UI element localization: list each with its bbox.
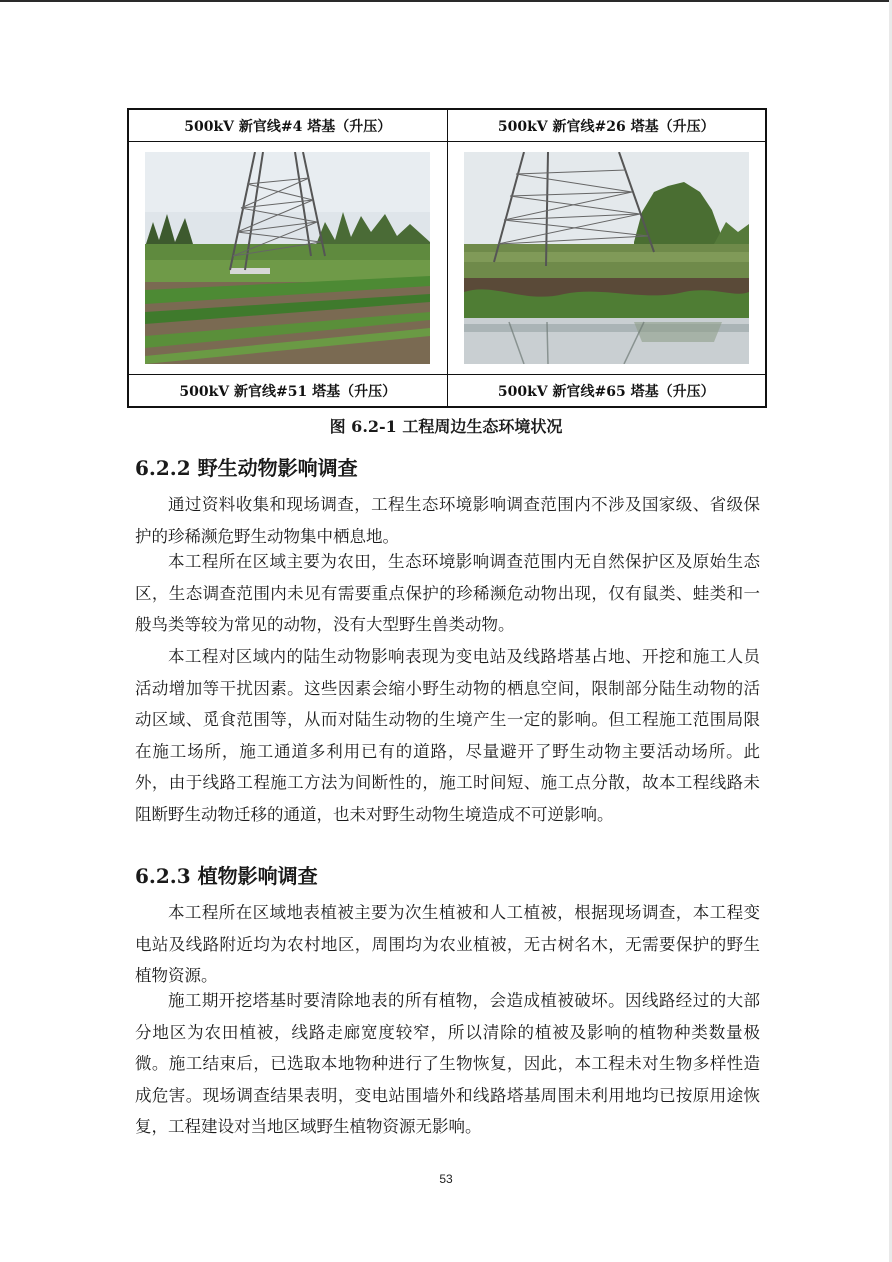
photo-label-top-left: 500kV 新官线#4 塔基（升压） <box>128 109 447 142</box>
tower-farmland-photo <box>145 152 430 364</box>
photo-label-top-right: 500kV 新官线#26 塔基（升压） <box>447 109 766 142</box>
photo-figure-table <box>127 108 767 408</box>
photo-label-bottom-left: 500kV 新官线#51 塔基（升压） <box>128 375 447 408</box>
page-top-border <box>0 0 892 2</box>
photo-cell-left <box>128 142 447 375</box>
paragraph: 本工程所在区域主要为农田，生态环境影响调查范围内无自然保护区及原始生态区，生态调查范围内未见有需要重点保护的珍稀濒危动物出现，仅有鼠类、蛙类和一般鸟类等较为常见的动物，没有大型野生兽类动物。 <box>135 552 760 634</box>
photo-label-bottom-right: 500kV 新官线#65 塔基（升压） <box>447 375 766 408</box>
photo-cell-right <box>447 142 766 375</box>
paragraph: 本工程所在区域地表植被主要为次生植被和人工植被，根据现场调查，本工程变电站及线路附近均为农村地区，周围均为农业植被，无古树名木，无需要保护的野生植物资源。 <box>135 903 760 985</box>
tower-wetland-photo <box>464 152 749 364</box>
page-number: 53 <box>439 1172 453 1186</box>
paragraph: 施工期开挖塔基时要清除地表的所有植物，会造成植被破坏。因线路经过的大部分地区为农田植被，线路走廊宽度较窄，所以清除的植被及影响的植物种类数量极微。施工结束后，已选取本地物种进行了生物恢复，因此，本工程未对生物多样性造成危害。现场调查结果表明，变电站围墙外和线路塔基周围未利用地均已按原用途恢复，工程建设对当地区域野生植物资源无影响。 <box>135 991 760 1136</box>
section-heading-plants: 6.2.3 植物影响调查 <box>135 864 318 888</box>
paragraph: 通过资料收集和现场调查，工程生态环境影响调查范围内不涉及国家级、省级保护的珍稀濒危野生动物集中栖息地。 <box>135 495 760 546</box>
paragraph: 本工程对区域内的陆生动物影响表现为变电站及线路塔基占地、开挖和施工人员活动增加等干扰因素。这些因素会缩小野生动物的栖息空间，限制部分陆生动物的活动区域、觅食范围等，从而对陆生动物的生境产生一定的影响。但工程施工范围局限在施工场所，施工通道多利用已有的道路，尽量避开了野生动物主要活动场所。此外，由于线路工程施工方法为间断性的，施工时间短、施工点分散，故本工程线路未阻断野生动物迁移的通道，也未对野生动物生境造成不可逆影响。 <box>135 647 760 824</box>
figure-caption: 图 6.2-1 工程周边生态环境状况 <box>329 417 563 436</box>
section-heading-wildlife: 6.2.2 野生动物影响调查 <box>135 456 358 480</box>
